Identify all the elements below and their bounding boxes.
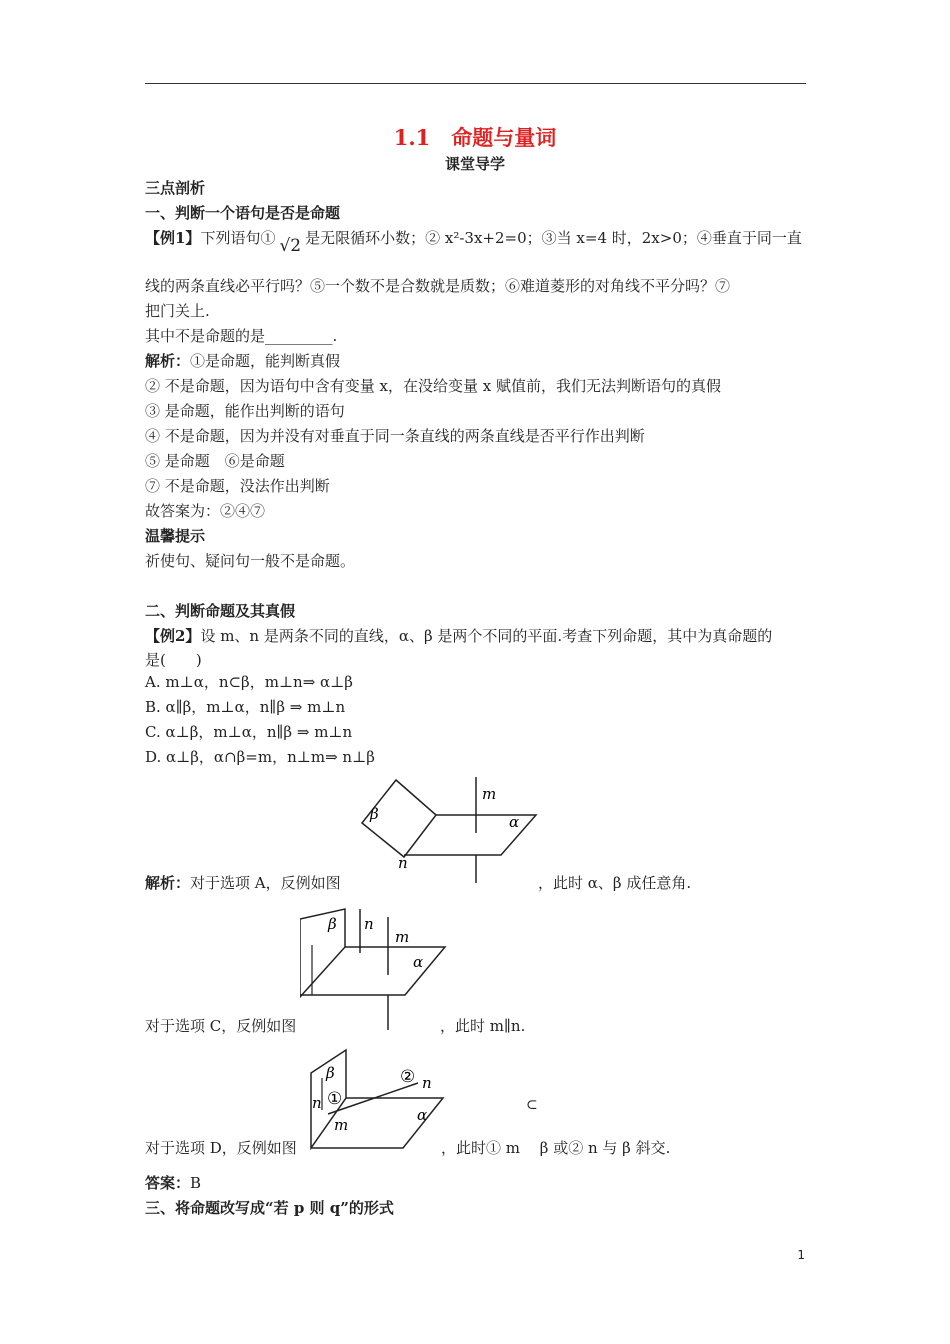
example1-question: 其中不是命题的是_________.	[145, 327, 338, 345]
example1-rest: 是无限循环小数；② x²-3x+2=0；③当 x=4 时，2x>0；④垂直于同一直	[305, 229, 802, 247]
option-d: D. α⊥β，α∩β=m，n⊥m⇒ n⊥β	[145, 748, 375, 766]
option-a: A. m⊥α，n⊂β，m⊥n⇒ α⊥β	[145, 673, 353, 691]
part2-heading: 二、判断命题及其真假	[145, 602, 296, 620]
example2-text: 设 m、n 是两条不同的直线，α、β 是两个不同的平面.考查下列命题，其中为真命题的	[200, 627, 773, 645]
subset-symbol: ⊂	[526, 1097, 538, 1113]
example2-line1	[145, 626, 772, 646]
fig-d-m: m	[334, 1116, 349, 1134]
analysis1-item4: ④ 不是命题，因为并没有对垂直于同一条直线的两条直线是否平行作出判断	[145, 427, 645, 445]
option-b: B. α∥β，m⊥α，n∥β ⇒ m⊥n	[145, 698, 346, 716]
analysis2-a-tail: ，此时 α、β 成任意角.	[538, 874, 692, 892]
example2-label: 【例2】	[145, 627, 201, 645]
analysis1-item3: ③ 是命题，能作出判断的语句	[145, 402, 345, 420]
analysis2-label: 解析：	[145, 874, 191, 892]
option-c: C. α⊥β，m⊥α，n∥β ⇒ m⊥n	[145, 723, 353, 741]
analysis1-item1: ①是命题，能判断真假	[190, 352, 341, 370]
figure-option-d	[308, 1048, 458, 1158]
section-heading: 三点剖析	[145, 179, 206, 197]
fig-d-alpha: α	[417, 1106, 428, 1124]
part1-heading: 一、判断一个语句是否是命题	[145, 204, 341, 222]
answer2-line	[145, 1173, 201, 1193]
analysis1-item5: ⑤ 是命题 ⑥是命题	[145, 452, 285, 470]
analysis1-first	[145, 351, 340, 371]
fig-c-beta: β	[328, 915, 337, 933]
header-rule	[145, 83, 806, 84]
example1-line2: 线的两条直线必平行吗？⑤一个数不是合数就是质数；⑥难道菱形的对角线不平分吗？⑦	[145, 277, 731, 295]
part3-heading: 三、将命题改写成“若 p 则 q”的形式	[145, 1199, 394, 1217]
example1-label: 【例1】	[145, 229, 201, 247]
fig-d-beta: β	[326, 1064, 335, 1082]
analysis1-label: 解析：	[145, 352, 191, 370]
fig-c-alpha: α	[413, 953, 424, 971]
figure-option-c	[300, 907, 450, 1032]
example1-line1	[145, 228, 802, 256]
sqrt-two: √2	[279, 236, 302, 256]
fig-c-m: m	[395, 928, 410, 946]
analysis1-item2: ② 不是命题，因为语句中含有变量 x，在没给变量 x 赋值前，我们无法判断语句的真假	[145, 377, 721, 395]
answer2-label: 答案：	[145, 1174, 191, 1192]
page-subtitle: 课堂导学	[444, 155, 505, 173]
page-title: 1.1 命题与量词	[393, 125, 557, 150]
fig-c-n: n	[364, 915, 374, 933]
fig-d-n-left: n	[312, 1094, 322, 1112]
example1-line3: 把门关上.	[145, 302, 210, 320]
analysis1-item6: ⑦ 不是命题，没法作出判断	[145, 477, 330, 495]
tip-text: 祈使句、疑问句一般不是命题。	[145, 552, 356, 570]
analysis2-c-tail: ，此时 m∥n.	[440, 1017, 526, 1035]
tip-heading: 温馨提示	[145, 527, 206, 545]
example1-lead: 下列语句①	[200, 229, 276, 247]
fig-a-beta: β	[370, 805, 379, 823]
analysis2-a-lead	[145, 873, 341, 893]
page-number: 1	[797, 1248, 805, 1262]
fig-a-alpha: α	[509, 813, 520, 831]
analysis2-a-text: 对于选项 A，反例如图	[190, 874, 341, 892]
fig-d-n-top: n	[422, 1074, 432, 1092]
fig-a-n: n	[398, 854, 408, 872]
fig-d-circ2: ②	[400, 1067, 416, 1087]
fig-a-m: m	[482, 785, 497, 803]
fig-d-circ1: ①	[327, 1089, 343, 1109]
analysis2-c-lead: 对于选项 C，反例如图	[145, 1017, 297, 1035]
analysis2-d-tail: ，此时① m β 或② n 与 β 斜交.	[441, 1139, 671, 1157]
example2-line2: 是( )	[145, 651, 202, 669]
analysis1-answer: 故答案为：②④⑦	[145, 502, 266, 520]
analysis2-d-lead: 对于选项 D，反例如图	[145, 1139, 297, 1157]
answer2-value: B	[190, 1174, 202, 1192]
figure-option-a	[356, 775, 546, 885]
